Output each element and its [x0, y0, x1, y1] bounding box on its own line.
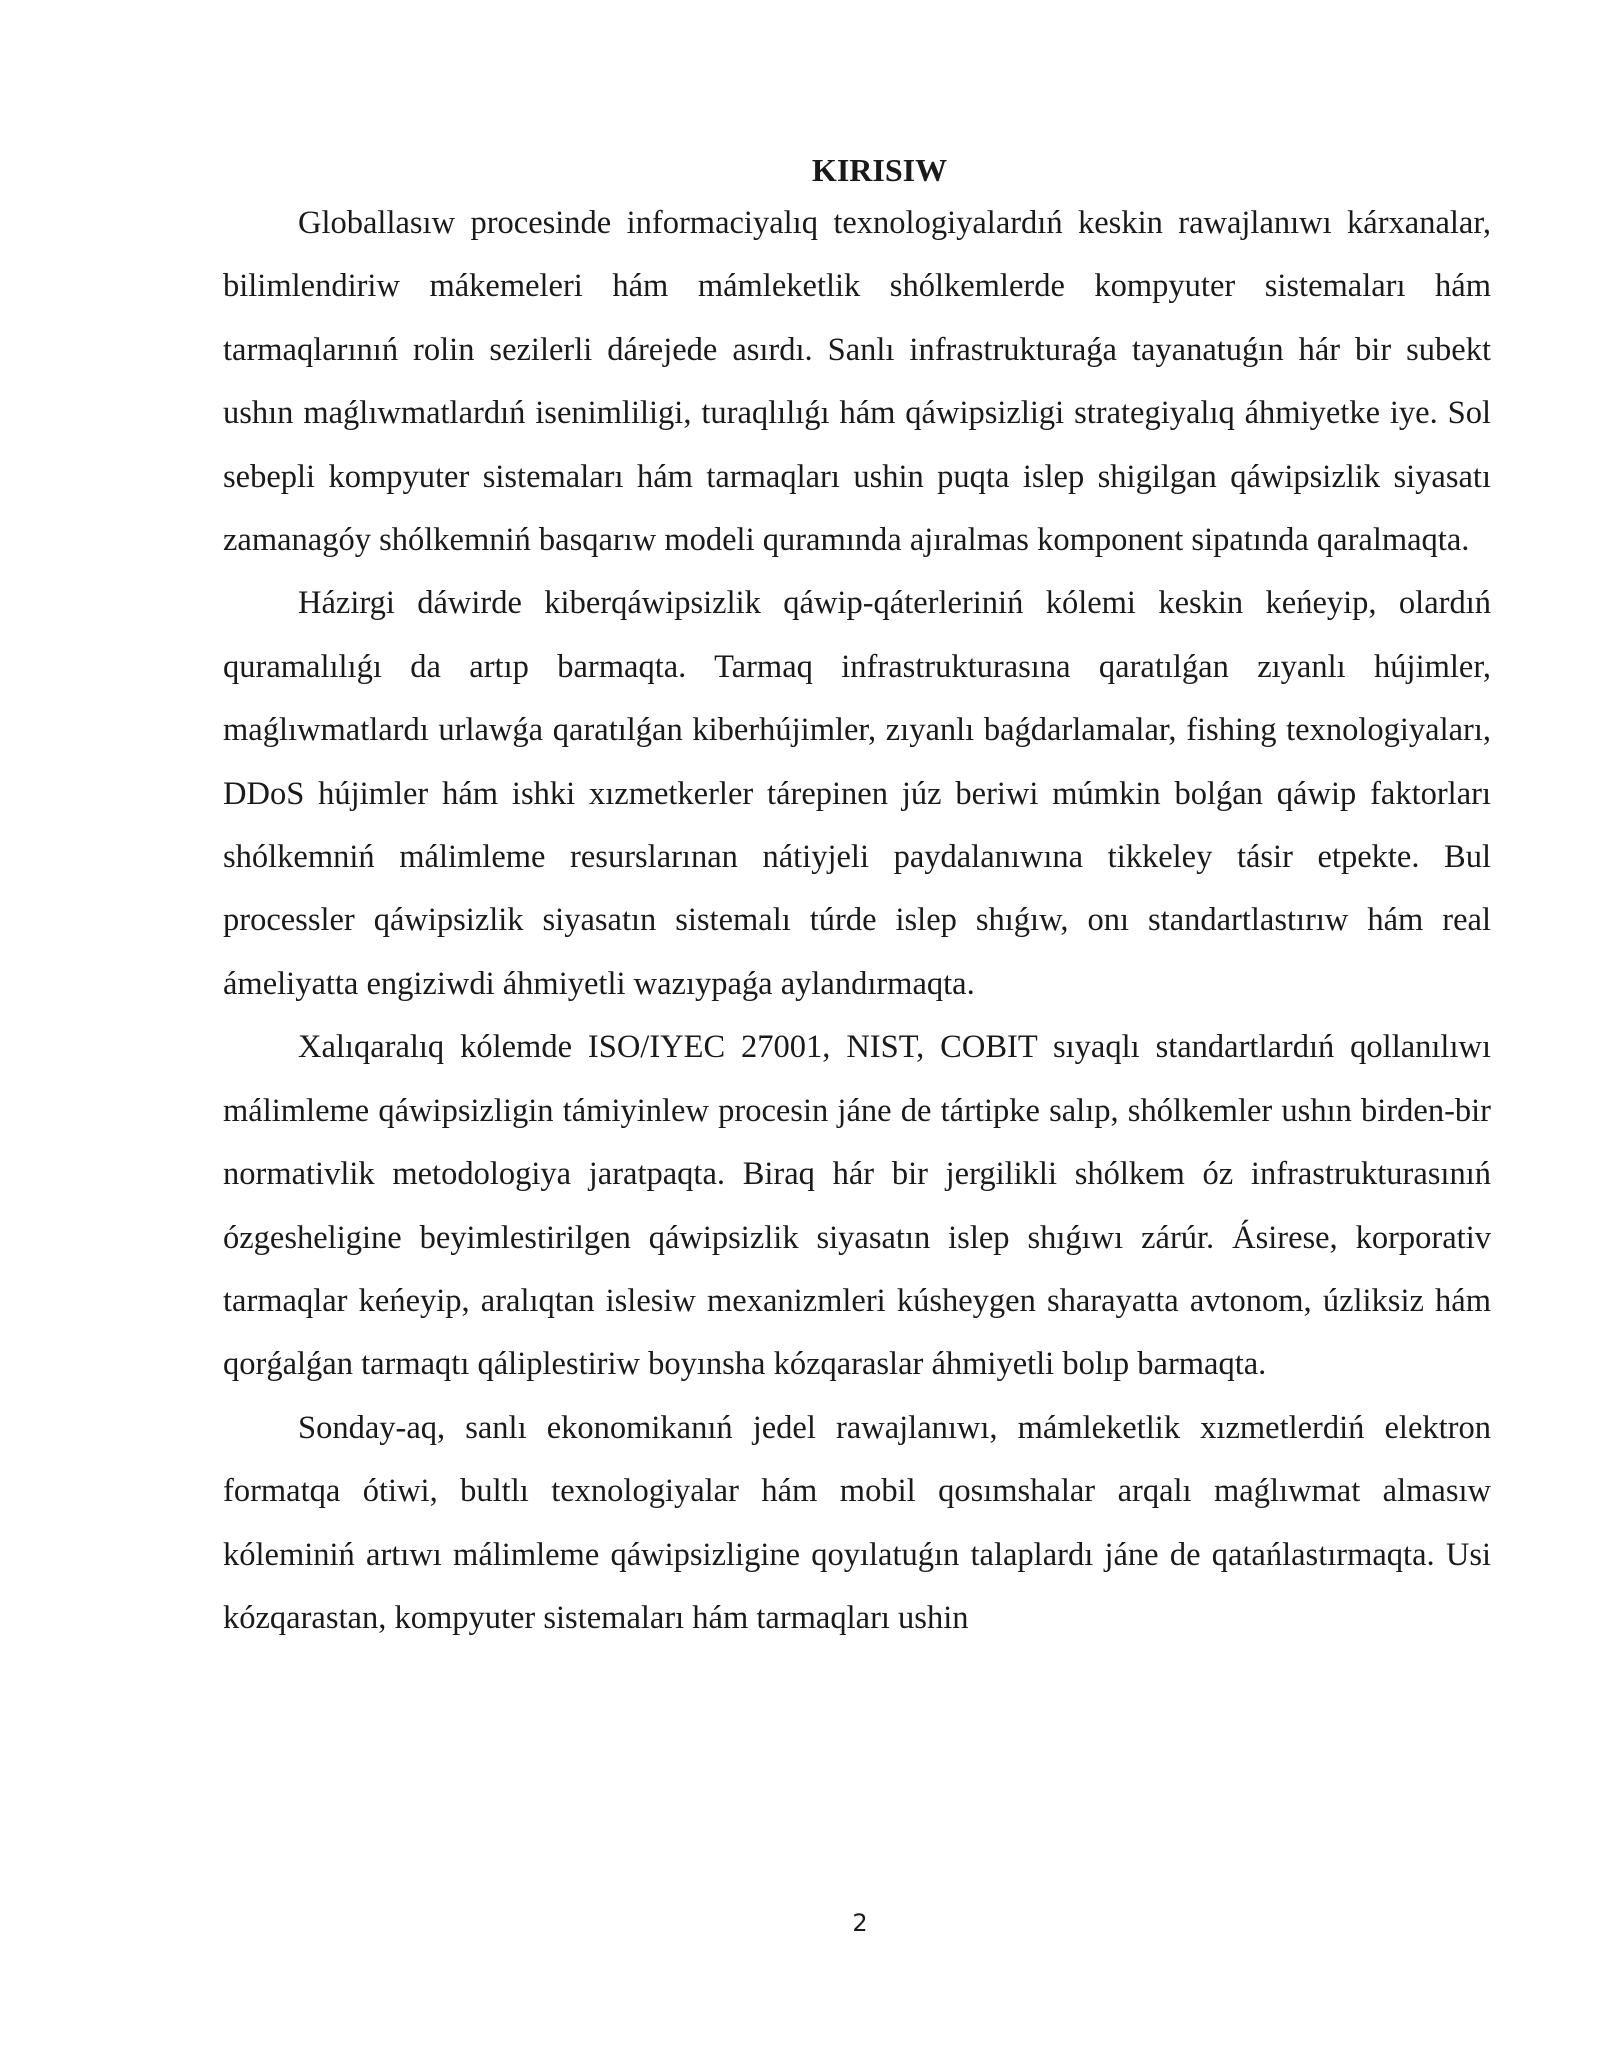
paragraph-4: Sonday-aq, sanlı ekonomikanıń jedel rawajlanıwı, mámleketlik xızmetlerdiń elektron formatqa ótiwi, bultlı texnologiyalar hám mobil qosımshalar arqalı maǵlıwmat almasıw kóleminiń artıwı málimleme qáwipsizligine qoyılatuǵın talaplardı jáne de qatańlastırmaqta. Usi kózqarastan, kompyuter sistemaları hám tarmaqları ushin [223, 1409, 1491, 1636]
paragraph-2: Házirgi dáwirde kiberqáwipsizlik qáwip-qáterleriniń kólemi keskin keńeyip, olardıń quramalılıǵı da artıp barmaqta. Tarmaq infrastrukturasına qaratılǵan zıyanlı hújimler, maǵlıwmatlardı urlawǵa qaratılǵan kiberhújimler, zıyanlı baǵdarlamalar, fishing texnologiyaları, DDoS hújimler hám ishki xızmetkerler tárepinen júz beriwi múmkin bolǵan qáwip faktorları shólkemniń málimleme resurslarınan nátiyjeli paydalanıwına tikkeley tásir etpekte. Bul processler qáwipsizlik siyasatın sistemalı túrde islep shıǵıw, onı standartlastırıw hám real ámeliyatta engiziwdi áhmiyetli wazıypaǵa aylandırmaqta. [223, 585, 1491, 1002]
page-number: 2 [852, 1909, 868, 1937]
paragraph-3: Xalıqaralıq kólemde ISO/IYEC 27001, NIST, COBIT sıyaqlı standartlardıń qollanılıwı málimleme qáwipsizligin támiyinlew procesin jáne de tártipke salıp, shólkemler ushın birden-bir normativlik metodologiya jaratpaqta. Biraq hár bir jergilikli shólkem óz infrastrukturasınıń ózgesheligine beyimlestirilgen qáwipsizlik siyasatın islep shıǵıwı zárúr. Ásirese, korporativ tarmaqlar keńeyip, aralıqtan islesiw mexanizmleri kúsheygen sharayatta avtonom, úzliksiz hám qorǵalǵan tarmaqtı qáliplestiriw boyınsha kózqaraslar áhmiyetli bolıp barmaqta. [223, 1029, 1491, 1383]
page-title: KIRISIW [811, 152, 948, 188]
paragraph-1: Globallasıw procesinde informaciyalıq texnologiyalardıń keskin rawajlanıwı kárxanalar, bilimlendiriw mákemeleri hám mámleketlik shólkemlerde kompyuter sistemaları hám tarmaqlarınıń rolin sezilerli dárejede asırdı. Sanlı infrastrukturaǵa tayanatuǵın hár bir subekt ushın maǵlıwmatlardıń isenimliligi, turaqlılıǵı hám qáwipsizligi strategiyalıq áhmiyetke iye. Sol sebepli kompyuter sistemaları hám tarmaqları ushin puqta islep shigilgan qáwipsizlik siyasatı zamanagóy shólkemniń basqarıw modeli quramında ajıralmas komponent sipatında qaralmaqta. [223, 205, 1491, 559]
page-body [223, 148, 1491, 1650]
